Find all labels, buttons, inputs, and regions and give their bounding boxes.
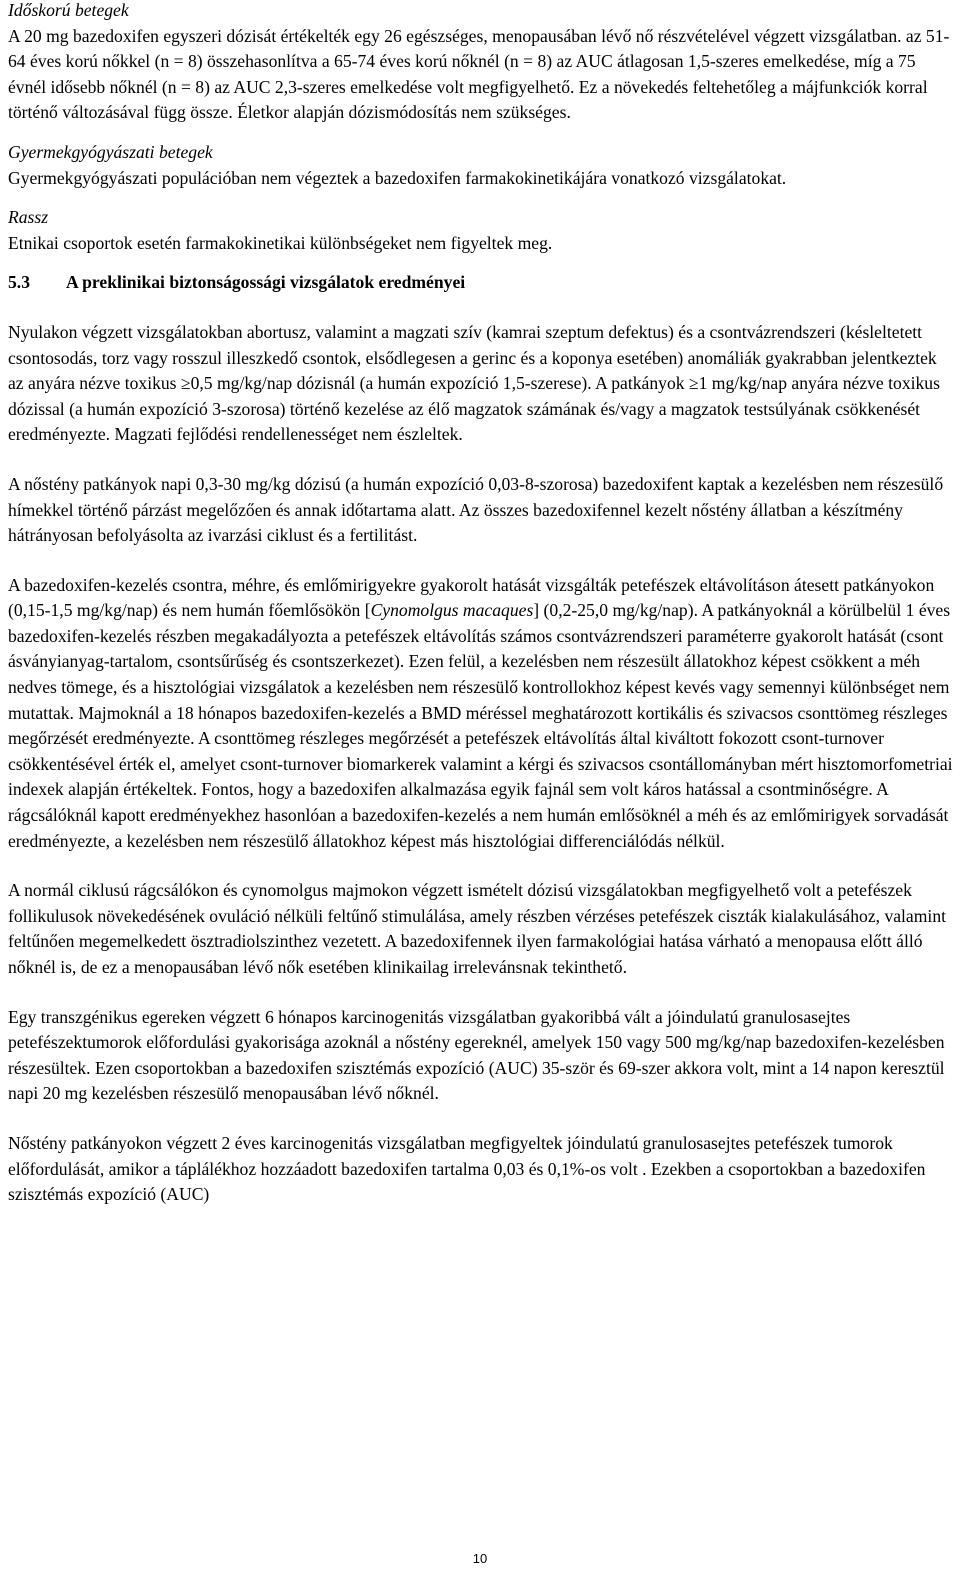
preclinical-paragraph-3	[8, 573, 956, 855]
pediatric-paragraph: Gyermekgyógyászati populációban nem végeztek a bazedoxifen farmakokinetikájára vonatkozó vizsgálatokat.	[8, 167, 787, 188]
document-page	[8, 0, 956, 1208]
elderly-heading: Időskorú betegek	[8, 0, 129, 20]
pediatric-heading: Gyermekgyógyászati betegek	[8, 141, 213, 162]
race-paragraph: Etnikai csoportok esetén farmakokinetikai különbségeket nem figyeltek meg.	[8, 232, 553, 253]
preclinical-paragraph-6: Nőstény patkányokon végzett 2 éves karcinogenitás vizsgálatban megfigyeltek jóindulatú granulosasejtes petefészek tumorok előfordulását, amikor a táplálékhoz hozzáadott bazedoxifen tartalma 0,03 és 0,1%-os volt . Ezekben a csoportokban a bazedoxifen szisztémás expozíció (AUC)	[8, 1132, 926, 1205]
preclinical-paragraph-4: A normál ciklusú rágcsálókon és cynomolgus majmokon végzett ismételt dózisú vizsgálatokban megfigyelhető volt a petefészek follikulusok növekedésének ovuláció nélküli feltűnő stimulálása, amely részben vérzéses petefészek ciszták kialakulásához, valamint feltűnően megemelkedett ösztradiolszinthez vezetett. A bazedoxifennek ilyen farmakológiai hatása várható a menopausa előtt álló nőknél is, de ez a menopausában lévő nők esetében klinikailag irrelevánsnak tekinthető.	[8, 880, 947, 977]
page-number: 10	[472, 1551, 488, 1566]
elderly-paragraph: A 20 mg bazedoxifen egyszeri dózisát értékelték egy 26 egészséges, menopausában lévő nő részvételével végzett vizsgálatban. az 51-64 éves korú nőkkel (n = 8) összehasonlítva a 65-74 éves korú nőknél (n = 8) az AUC átlagosan 1,5-szeres emelkedése, míg a 75 évnél idősebb nőknél (n = 8) az AUC 2,3-szeres emelkedése volt megfigyelhető. Ez a növekedés feltehetőleg a májfunkciók korral történő változásával függ össze. Életkor alapján dózismódosítás nem szükséges.	[8, 25, 950, 123]
preclinical-paragraph-5: Egy transzgénikus egereken végzett 6 hónapos karcinogenitás vizsgálatban gyakoribbá vált a jóindulatú granulosasejtes petefészektumorok előfordulási gyakorisága azoknál a nőstény egereknél, amelyek 150 vagy 500 mg/kg/nap bazedoxifen-kezelésben részesültek. Ezen csoportokban a bazedoxifen szisztémás expozíció (AUC) 35-ször és 69-szer akkora volt, mint a 14 napon keresztül napi 20 mg kezelésben részesülő menopausában lévő nőknél.	[8, 1006, 945, 1104]
preclinical-paragraph-2: A nőstény patkányok napi 0,3-30 mg/kg dózisú (a humán expozíció 0,03-8-szorosa) bazedoxifent kaptak a kezelésben nem részesülő hímekkel történő párzást megelőzően és annak időtartama alatt. Az összes bazedoxifennel kezelt nőstény állatban a készítmény hátrányosan befolyásolta az ivarzási ciklust és a fertilitást.	[8, 473, 944, 546]
section-title: A preklinikai biztonságossági vizsgálatok eredményei	[66, 272, 466, 293]
section-number: 5.3	[8, 272, 30, 293]
paragraph-3-part-b: ] (0,2-25,0 mg/kg/nap). A patkányoknál a körülbelül 1 éves bazedoxifen-kezelés részben megakadályozta a petefészek eltávolítás számos csontvázrendszeri paraméterre gyakorolt hatását (csont ásványianyag-tartalom, csontsűrűség és csontszerkezet). Ezen felül, a kezelésben nem részesült állatokhoz képest csökkent a méh nedves tömege, és a hisztológiai vizsgálatok a kezelésben nem részesülő kontrollokhoz képest kevés vagy semennyi különbséget nem mutattak. Majmoknál a 18 hónapos bazedoxifen-kezelés a BMD méréssel meghatározott kortikális és szivacsos csonttömeg részleges megőrzését eredményezte. A csonttömeg részleges megőrzését a petefészek eltávolítás által kiváltott fokozott csont-turnover csökkentésével érték el, amelyet csont-turnover biomarkerek valamint a kérgi és szivacsos csontállományban mért hisztomorfometriai indexek alapján értékeltek. Fontos, hogy a bazedoxifen alkalmazása egyik fajnál sem volt káros hatással a csontminőségre. A rágcsálóknál kapott eredményekhez hasonlóan a bazedoxifen-kezelés a nem humán emlősöknél a méh és az emlőmirigyek sorvadását eredményezte, a kezelésben nem részesülő állatokhoz képest más hisztológiai differenciálódás nélkül.	[8, 600, 953, 851]
preclinical-paragraph-1: Nyulakon végzett vizsgálatokban abortusz, valamint a magzati szív (kamrai szeptum defektus) és a csontvázrendszeri (késleltetett csontosodás, torz vagy rosszul illeszkedő csontok, elsődlegesen a gerinc és a koponya esetében) anomáliák gyakrabban jelentkeztek az anyára nézve toxikus ≥0,5 mg/kg/nap dózisnál (a humán expozíció 1,5-szerese). A patkányok ≥1 mg/kg/nap anyára nézve toxikus dózissal (a humán expozíció 3-szorosa) történő kezelése az élő magzatok számának és/vagy a magzatok testsúlyának csökkenését eredményezte. Magzati fejlődési rendellenességet nem észleltek.	[8, 321, 940, 445]
paragraph-3-part-a: A bazedoxifen-kezelés csontra, méhre, és emlőmirigyekre gyakorolt hatását vizsgálták petefészek eltávolításon átesett patkányokon (0,15-1,5 mg/kg/nap) és nem humán főemlősökön [	[8, 574, 935, 621]
race-heading: Rassz	[8, 207, 49, 228]
section-heading	[8, 270, 956, 296]
species-name: Cynomolgus macaques	[370, 600, 534, 621]
